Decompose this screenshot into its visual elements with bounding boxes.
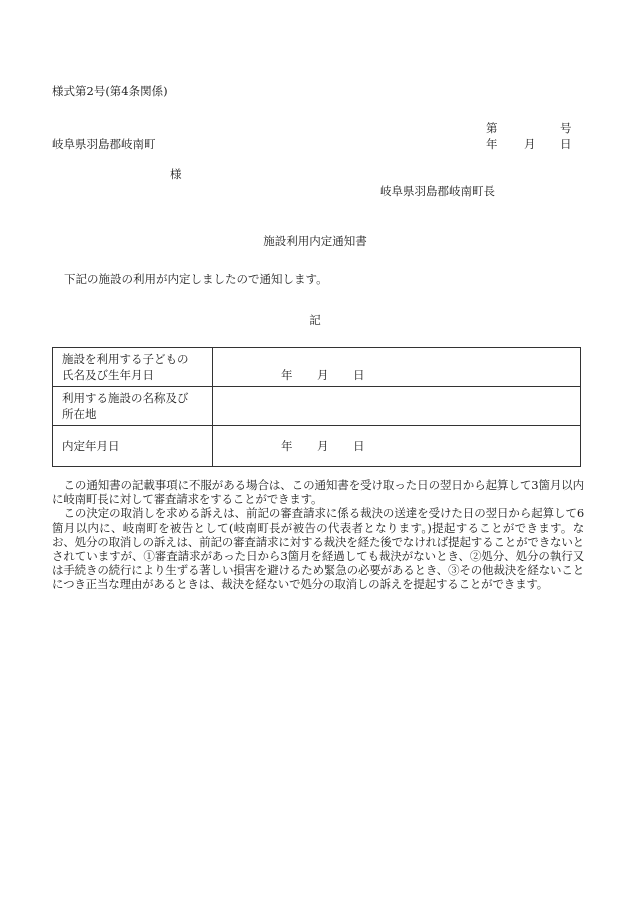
decision-year-label: 年 — [281, 439, 293, 453]
info-table — [52, 347, 581, 467]
facility-name-address-label — [53, 387, 213, 426]
number-go-label: 号 — [560, 121, 572, 135]
ki-heading: 記 — [309, 313, 321, 327]
table-row — [53, 387, 581, 426]
addressee-organization: 岐阜県羽島郡岐南町 — [52, 137, 156, 151]
child-name-birthdate-label — [53, 348, 213, 387]
table-row — [53, 348, 581, 387]
child-name-birthdate-value — [213, 348, 581, 387]
child-label-line2: 氏名及び生年月日 — [62, 368, 154, 382]
form-number: 様式第2号(第4条関係) — [52, 84, 168, 98]
facility-label-line2: 所在地 — [62, 407, 97, 421]
birth-year-label: 年 — [281, 368, 293, 382]
date-day-label: 日 — [560, 137, 572, 151]
birth-day-label: 日 — [353, 368, 365, 382]
date-month-label: 月 — [524, 137, 536, 151]
decision-date-value — [213, 426, 581, 467]
appeal-notes — [52, 478, 584, 592]
decision-day-label: 日 — [353, 439, 365, 453]
intro-text: 下記の施設の利用が内定しましたので通知します。 — [64, 272, 328, 286]
issuer-name: 岐阜県羽島郡岐南町長 — [380, 184, 495, 198]
decision-month-label: 月 — [317, 439, 329, 453]
table-row — [53, 426, 581, 467]
decision-date-label: 内定年月日 — [53, 426, 213, 467]
notes-paragraph-review-request: この通知書の記載事項に不服がある場合は、この通知書を受け取った日の翌日から起算して3箇月以内に岐南町長に対して審査請求をすることができます。 — [52, 478, 584, 507]
document-title: 施設利用内定通知書 — [263, 234, 367, 248]
birth-month-label: 月 — [317, 368, 329, 382]
child-label-line1: 施設を利用する子どもの — [62, 352, 189, 366]
facility-name-address-value — [213, 387, 581, 426]
facility-label-line1: 利用する施設の名称及び — [62, 391, 189, 405]
date-year-label: 年 — [486, 137, 498, 151]
number-dai-label: 第 — [486, 121, 498, 135]
notes-paragraph-revocation-suit: この決定の取消しを求める訴えは、前記の審査請求に係る裁決の送達を受けた日の翌日から起算して6箇月以内に、岐南町を被告として(岐南町長が被告の代表者となります。)提起することができます。なお、処分の取消しの訴えは、前記の審査請求に対する裁決を経た後でなければ提起することができないとされていますが、①審査請求があった日から3箇月を経過しても裁決がないとき、②処分、処分の執行又は手続きの続行により生ずる著しい損害を避けるため緊急の必要があるとき、③その他裁決を経ないことにつき正当な理由があるときは、裁決を経ないで処分の取消しの訴えを提起することができます。 — [52, 506, 584, 592]
addressee-honorific: 様 — [170, 167, 182, 181]
document-number — [486, 121, 570, 135]
